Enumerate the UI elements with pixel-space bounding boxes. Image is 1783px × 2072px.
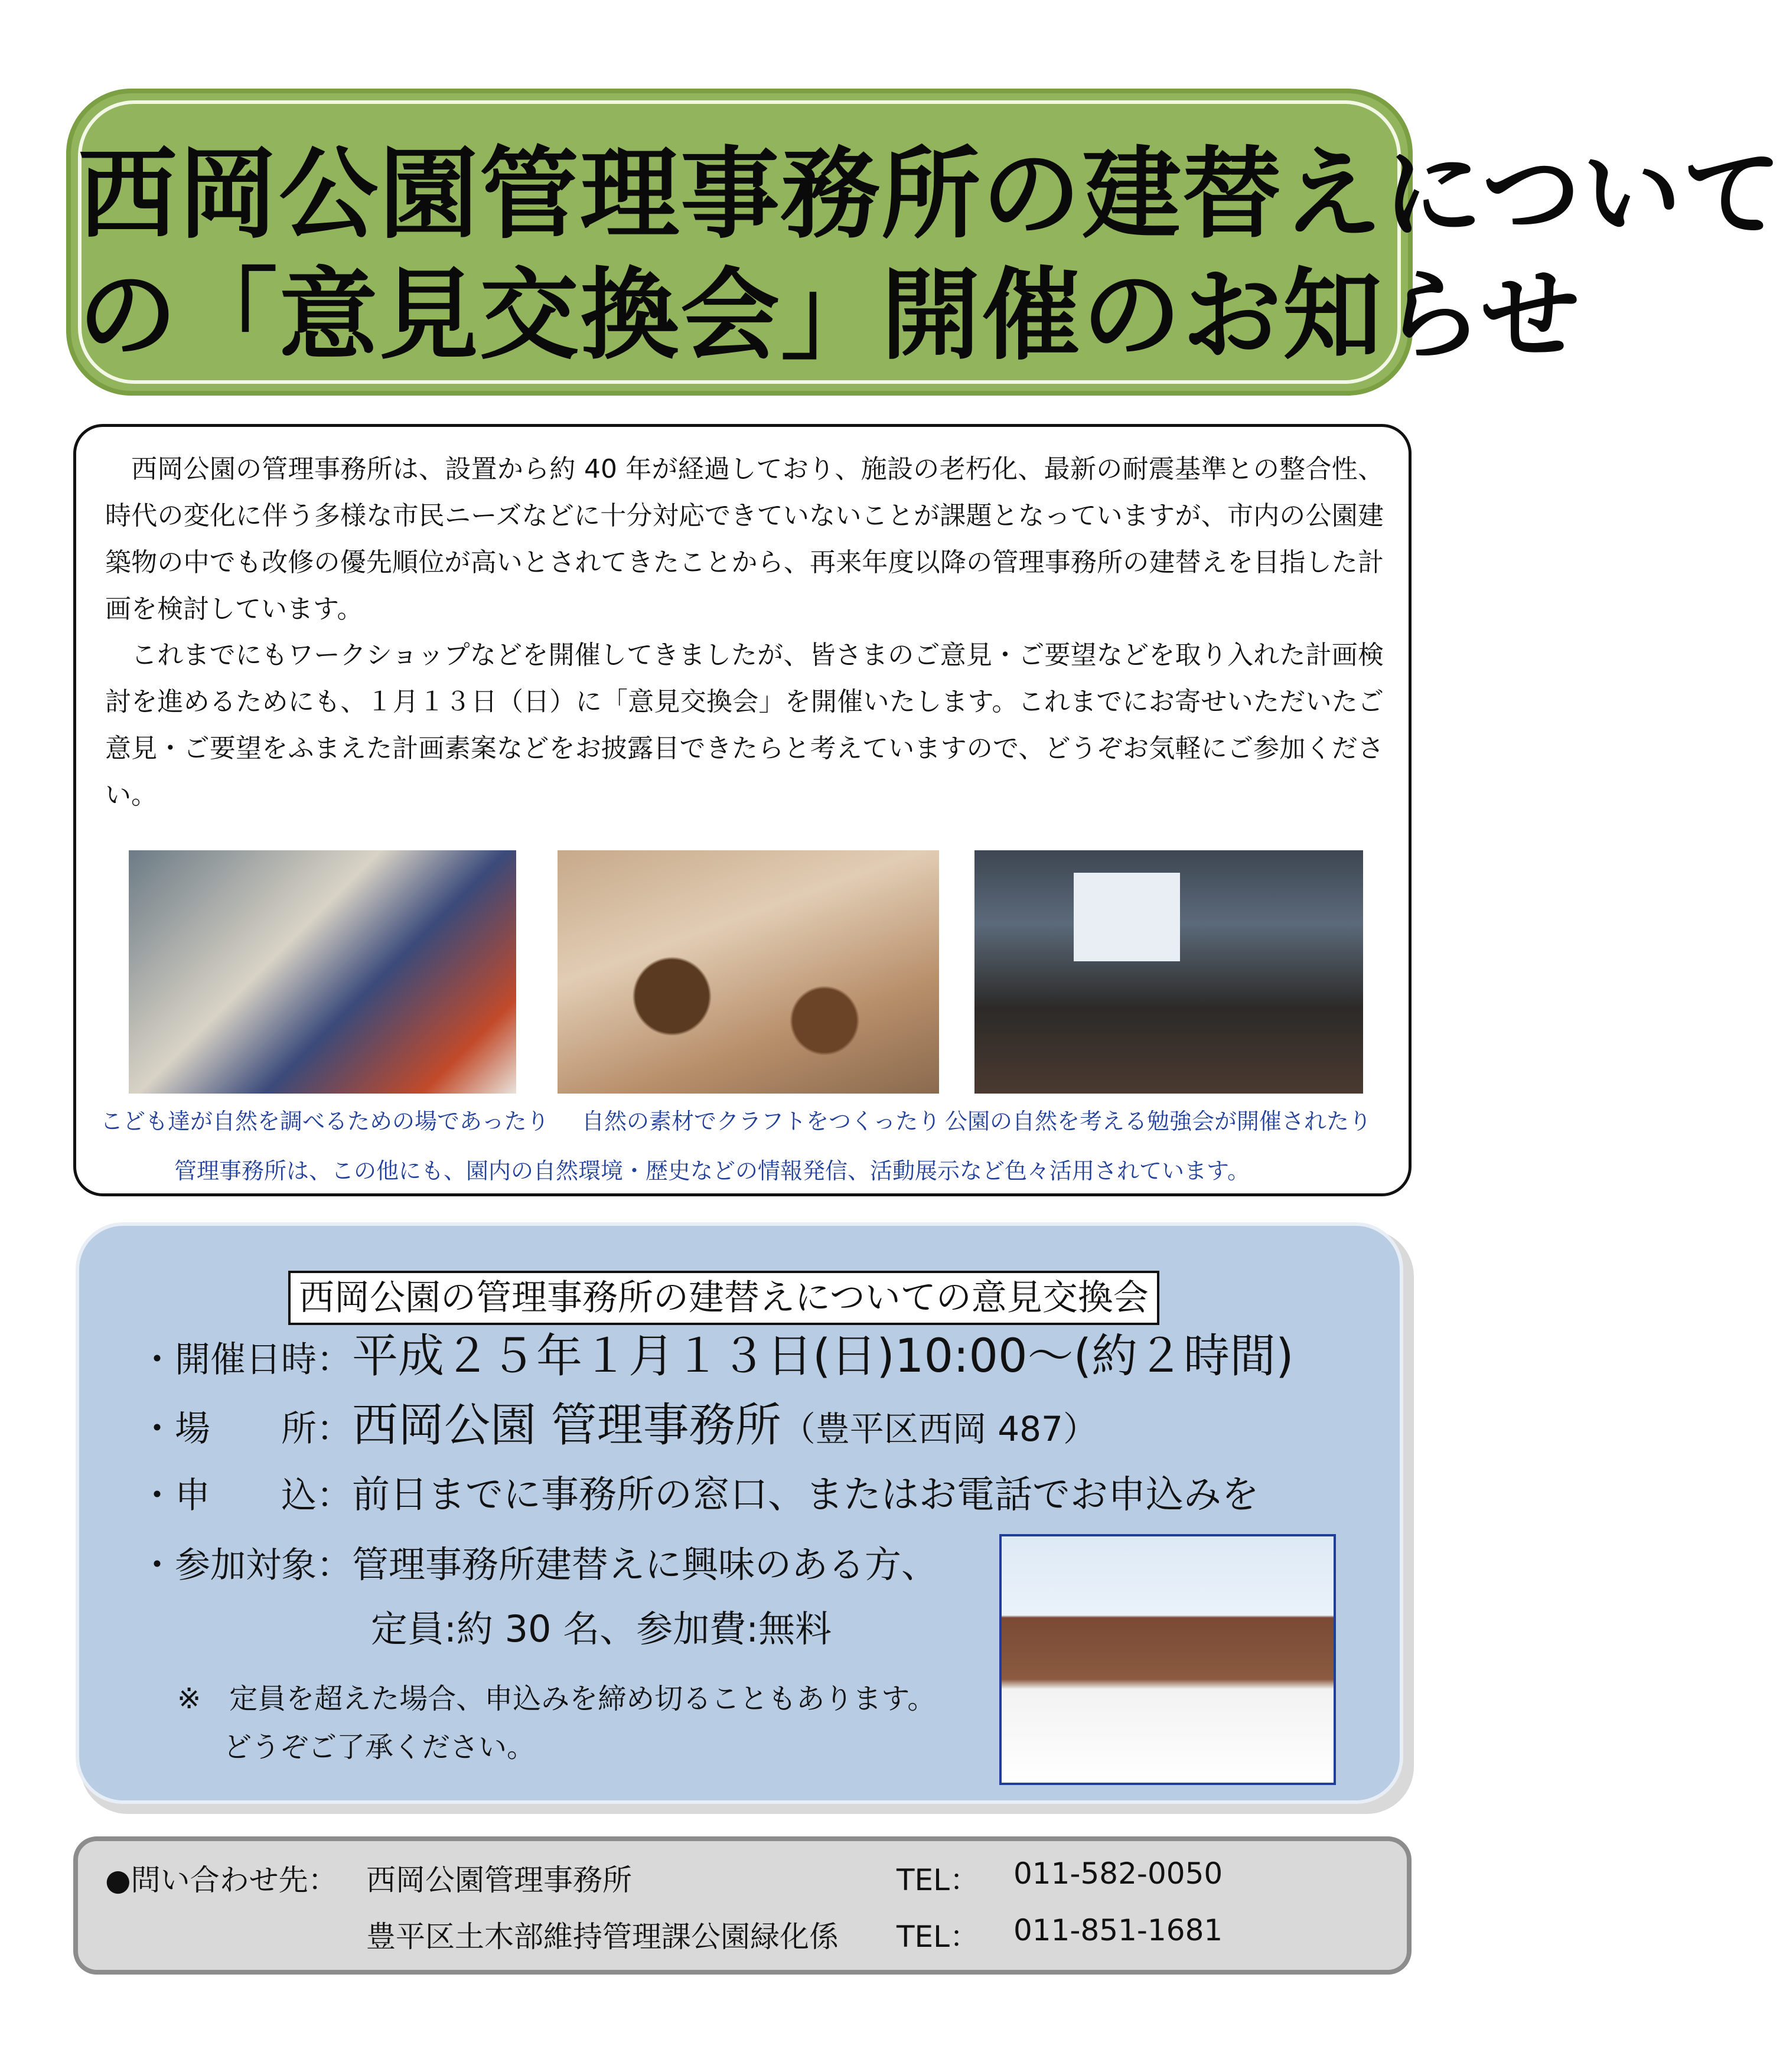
usage-note: 管理事務所は、この他にも、園内の自然環境・歴史などの情報発信、活動展示など色々活用されています。 (174, 1158, 1250, 1184)
capacity-fee: 定員:約 30 名、参加費:無料 (371, 1607, 832, 1650)
photo-caption-2: 自然の素材でクラフトをつくったり (582, 1108, 941, 1134)
capacity-note: ※ 定員を超えた場合、申込みを締め切ることもあります。 (177, 1682, 936, 1715)
place-label: 場 所： (175, 1408, 352, 1450)
apply-value: 前日までに事務所の窓口、またはお電話でお申込みを (352, 1473, 1259, 1517)
page-title-line-2: の「意見交換会」開催のお知らせ (78, 257, 1581, 373)
bullet: ・ (139, 1339, 175, 1381)
date-value: 平成２５年１月１３日(日)10:00～(約２時間) (352, 1330, 1294, 1383)
contact-label: ●問い合わせ先： (105, 1863, 338, 1897)
contact-name-1: 西岡公園管理事務所 (366, 1863, 632, 1897)
tel-number-2: 011-851-1681 (1013, 1913, 1223, 1947)
event-place-row (139, 1399, 1097, 1452)
bullet: ・ (139, 1475, 175, 1516)
nature-craft-photo (558, 850, 939, 1094)
tel-number-1: 011-582-0050 (1013, 1856, 1223, 1891)
bullet: ・ (139, 1545, 175, 1586)
date-label: 開催日時： (175, 1339, 352, 1381)
event-target-row (139, 1541, 938, 1584)
bullet: ・ (139, 1408, 175, 1450)
event-heading: 西岡公園の管理事務所の建替えについての意見交換会 (288, 1271, 1159, 1325)
photo-caption-1: こども達が自然を調べるための場であったり (100, 1108, 549, 1134)
event-date-row (139, 1330, 1294, 1383)
capacity-note-2: どうぞご了承ください。 (223, 1731, 536, 1764)
target-label: 参加対象： (175, 1545, 352, 1586)
place-address: （豊平区西岡 487） (781, 1409, 1097, 1449)
tel-label-1: TEL： (897, 1863, 979, 1897)
place-value: 西岡公園 管理事務所 (352, 1399, 781, 1452)
photo-caption-3: 公園の自然を考える勉強会が開催されたり (945, 1108, 1372, 1134)
tel-label-2: TEL： (897, 1920, 979, 1954)
children-research-photo (129, 850, 516, 1094)
contact-name-2: 豊平区土木部維持管理課公園緑化係 (366, 1920, 839, 1954)
apply-label: 申 込： (175, 1475, 352, 1516)
target-value: 管理事務所建替えに興味のある方、 (352, 1543, 938, 1586)
projector-screen (1074, 873, 1180, 961)
intro-paragraph-1: 西岡公園の管理事務所は、設置から約 40 年が経過しており、施設の老朽化、最新の耐震基準との整合性、時代の変化に伴う多様な市民ニーズなどに十分対応できていないことが課題となっていますが、市内の公園建築物の中でも改修の優先順位が高いとされてきたことから、再来年度以降の管理事務所の建替えを目指した計画を検討しています。 (105, 454, 1384, 624)
event-apply-row (139, 1471, 1259, 1517)
management-office-photo (999, 1534, 1336, 1785)
intro-paragraph-2: これまでにもワークショップなどを開催してきましたが、皆さまのご意見・ご要望などを取り入れた計画検討を進めるためにも、１月１３日（日）に「意見交換会」を開催いたします。これまでにお寄せいただいたご意見・ご要望をふまえた計画素案などをお披露目できたらと考えていますので、どうぞお気軽にご参加ください。 (105, 640, 1384, 810)
page-title-line-1: 西岡公園管理事務所の建替えについて (78, 136, 1783, 252)
